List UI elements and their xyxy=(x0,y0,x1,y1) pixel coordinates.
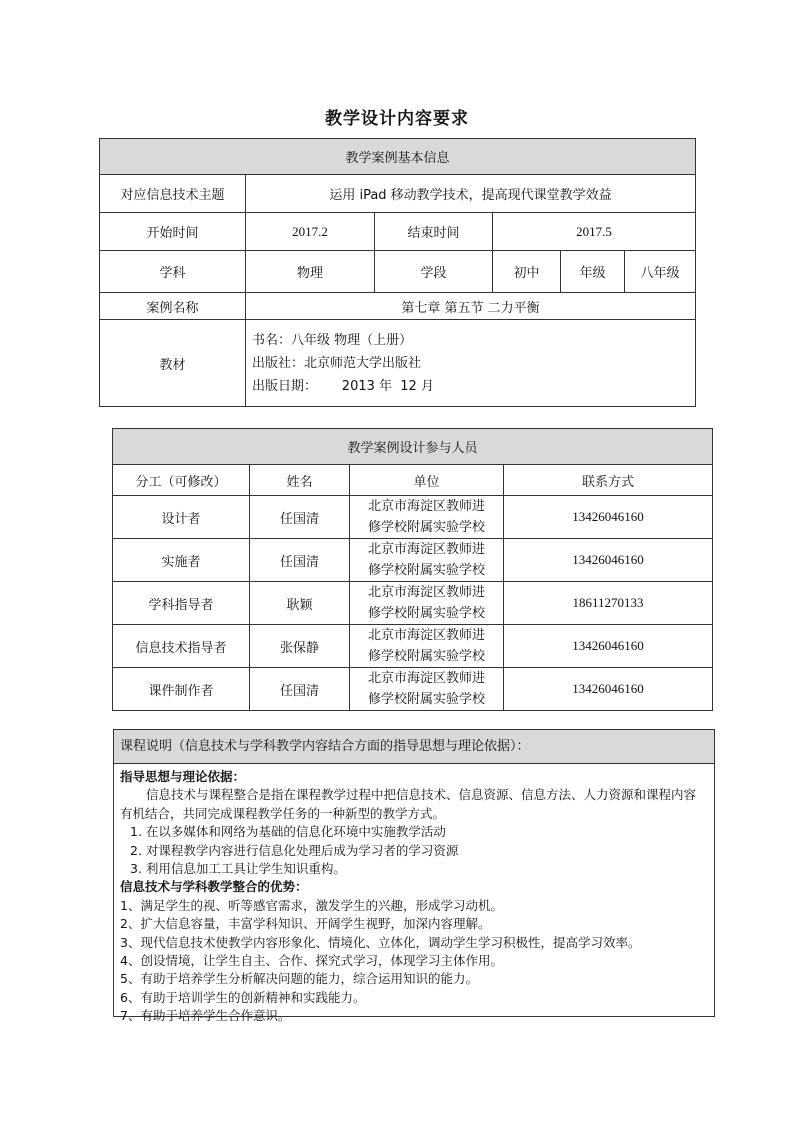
case-name-label: 案例名称 xyxy=(100,293,246,320)
guiding-heading: 指导思想与理论依据： xyxy=(120,769,246,784)
column-header-name: 姓名 xyxy=(250,465,350,496)
start-time-value: 2017.2 xyxy=(246,213,375,251)
unit-cell xyxy=(350,625,504,668)
unit-cell xyxy=(350,539,504,582)
unit-cell xyxy=(350,582,504,625)
phone-cell: 13426046160 xyxy=(504,625,713,668)
advantage-item: 2、扩大信息容量，丰富学科知识、开阔学生视野，加深内容理解。 xyxy=(120,916,491,932)
guiding-item: 3. 利用信息加工工具让学生知识重构。 xyxy=(130,861,346,877)
start-time-label: 开始时间 xyxy=(100,213,246,251)
stage-label: 学段 xyxy=(375,251,493,293)
table-row xyxy=(113,539,713,582)
name-cell: 耿颖 xyxy=(250,582,350,625)
table-row xyxy=(113,582,713,625)
subject-label: 学科 xyxy=(100,251,246,293)
unit-line: 北京市海淀区教师进 xyxy=(367,671,485,686)
textbook-info xyxy=(246,320,696,407)
topic-value: 运用 iPad 移动教学技术，提高现代课堂教学效益 xyxy=(246,175,696,213)
name-cell: 张保静 xyxy=(250,625,350,668)
advantage-item: 1、满足学生的视、听等感官需求，激发学生的兴趣，形成学习动机。 xyxy=(120,897,503,913)
column-header-contact: 联系方式 xyxy=(504,465,713,496)
textbook-publisher: 出版社：北京师范大学出版社 xyxy=(252,355,422,371)
advantage-item: 5、有助于培养学生分析解决问题的能力，综合运用知识的能力。 xyxy=(120,971,478,987)
role-cell: 学科指导者 xyxy=(113,582,250,625)
end-time-label: 结束时间 xyxy=(375,213,493,251)
advantages-heading: 信息技术与学科教学整合的优势： xyxy=(120,879,308,895)
guiding-paragraph: 信息技术与课程整合是指在课程教学过程中把信息技术、信息资源、信息方法、人力资源和课程内容有机结合，共同完成课程教学任务的一种新型的教学方式。 xyxy=(120,787,697,821)
role-cell: 信息技术指导者 xyxy=(113,625,250,668)
table-row xyxy=(113,625,713,668)
unit-line: 修学校附属实验学校 xyxy=(367,563,485,578)
course-notes-header: 课程说明（信息技术与学科教学内容结合方面的指导思想与理论依据）： xyxy=(114,730,714,764)
role-cell: 实施者 xyxy=(113,539,250,582)
phone-cell: 13426046160 xyxy=(504,496,713,539)
course-notes-box xyxy=(113,729,715,1024)
textbook-label: 教材 xyxy=(100,320,246,407)
phone-cell: 13426046160 xyxy=(504,539,713,582)
unit-line: 北京市海淀区教师进 xyxy=(367,628,485,643)
guiding-item: 1. 在以多媒体和网络为基础的信息化环境中实施教学活动 xyxy=(130,824,446,840)
document-title: 教学设计内容要求 xyxy=(325,109,469,129)
column-header-role: 分工（可修改） xyxy=(113,465,250,496)
guiding-item: 2. 对课程教学内容进行信息化处理后成为学习者的学习资源 xyxy=(130,842,459,858)
unit-cell xyxy=(350,496,504,539)
name-cell: 任国清 xyxy=(250,496,350,539)
unit-line: 修学校附属实验学校 xyxy=(367,649,485,664)
phone-cell: 18611270133 xyxy=(504,582,713,625)
grade-label: 年级 xyxy=(561,251,625,293)
table-row xyxy=(113,496,713,539)
end-time-value: 2017.5 xyxy=(493,213,696,251)
basic-info-header: 教学案例基本信息 xyxy=(100,139,696,175)
unit-line: 北京市海淀区教师进 xyxy=(367,499,485,514)
topic-label: 对应信息技术主题 xyxy=(100,175,246,213)
unit-line: 修学校附属实验学校 xyxy=(367,692,485,707)
phone-cell: 13426046160 xyxy=(504,668,713,711)
course-notes-body xyxy=(114,764,714,1026)
unit-line: 北京市海淀区教师进 xyxy=(367,542,485,557)
table-row xyxy=(113,668,713,711)
name-cell: 任国清 xyxy=(250,668,350,711)
unit-line: 修学校附属实验学校 xyxy=(367,606,485,621)
basic-info-table xyxy=(99,138,696,407)
unit-line: 北京市海淀区教师进 xyxy=(367,585,485,600)
advantage-item: 6、有助于培训学生的创新精神和实践能力。 xyxy=(120,989,366,1005)
role-cell: 课件制作者 xyxy=(113,668,250,711)
case-name-value: 第七章 第五节 二力平衡 xyxy=(246,293,696,320)
name-cell: 任国清 xyxy=(250,539,350,582)
column-header-unit: 单位 xyxy=(350,465,504,496)
participants-table xyxy=(112,428,713,711)
role-cell: 设计者 xyxy=(113,496,250,539)
textbook-publish-date: 出版日期： 2013 年 12 月 xyxy=(252,378,434,394)
subject-value: 物理 xyxy=(246,251,375,293)
stage-value: 初中 xyxy=(493,251,561,293)
advantage-item: 7、有助于培养学生合作意识。 xyxy=(120,1008,291,1024)
textbook-name: 书名：八年级 物理（上册） xyxy=(252,332,413,348)
grade-value: 八年级 xyxy=(625,251,696,293)
participants-header: 教学案例设计参与人员 xyxy=(113,429,713,465)
advantage-item: 3、现代信息技术使教学内容形象化、情境化、立体化，调动学生学习积极性，提高学习效率。 xyxy=(120,934,641,950)
advantage-item: 4、创设情境，让学生自主、合作、探究式学习，体现学习主体作用。 xyxy=(120,953,503,969)
unit-cell xyxy=(350,668,504,711)
unit-line: 修学校附属实验学校 xyxy=(367,520,485,535)
